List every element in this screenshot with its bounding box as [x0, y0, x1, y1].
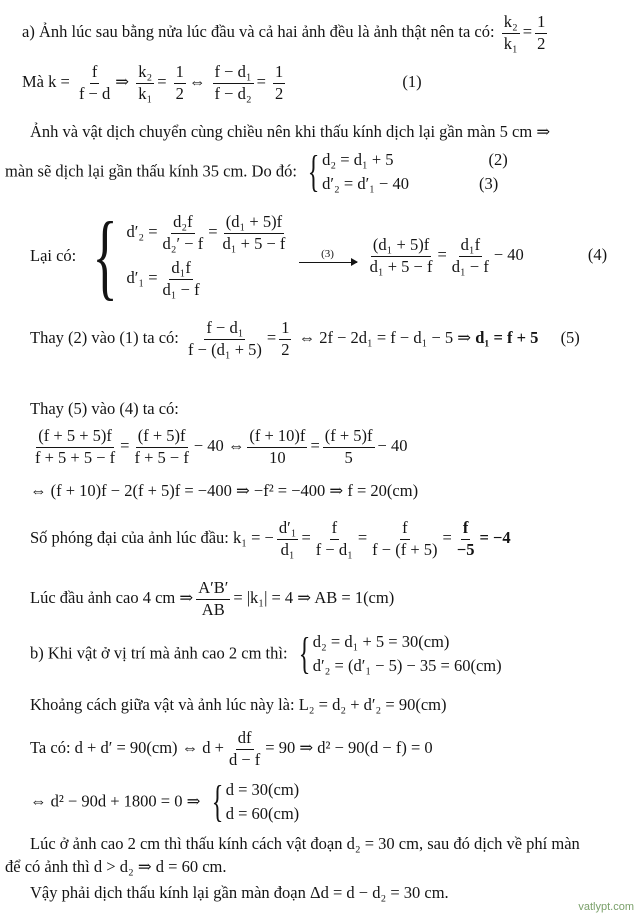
arrow-label: (3): [321, 248, 334, 260]
den: k₁: [138, 83, 153, 103]
arrow-icon: [299, 262, 357, 263]
num: (f + 5)f: [323, 428, 375, 448]
frac: [277, 520, 299, 558]
frac: [161, 214, 206, 252]
num: 1: [535, 14, 547, 34]
num: f: [400, 520, 410, 540]
system-lines: [313, 630, 502, 678]
num: df: [236, 730, 254, 750]
line-substitute-5-into-4: $\frac{(f + 5 + 5)f}{f + 5 + 5 - f}$ = $\frac{(f + 5)f}{f + 5 - f}$ − 40 ⇔ $\frac{(f + 10)f}{10}$ = $\frac{(f + 5)f}{5}$ − 40: [35, 426, 408, 467]
num: (d₁ + 5)f: [224, 214, 284, 234]
tail: − 40: [493, 244, 524, 264]
den: f − d: [78, 83, 111, 103]
watermark: vatlypt.com: [578, 901, 634, 913]
tail: = |k₁| = 4 ⇒ AB = 1(cm): [233, 587, 395, 607]
lead: Lúc đầu ảnh cao 4 cm ⇒: [30, 587, 194, 607]
num: d′₁: [277, 520, 299, 540]
num: f − d₁: [213, 64, 254, 84]
num: k₂: [136, 64, 154, 84]
system-lines: [126, 214, 290, 298]
brace-icon: {: [298, 628, 311, 678]
den: f + 5 − f: [134, 447, 189, 467]
line-text: Thay (5) vào (4) ta có:: [30, 399, 179, 418]
num: 1: [279, 320, 291, 340]
frac: [247, 428, 307, 466]
tail: − 40: [377, 435, 408, 455]
eq: d′₂ = d′₁ − 40: [322, 173, 409, 193]
frac: [314, 520, 355, 558]
line-magnification: Số phóng đại của ảnh lúc đầu: k₁ = − $\frac{\text{d′₁}}{\text{d₁}}$ = $\frac{f}{\text{f − d₁}}$ = $\frac{f}{f - (f + 5)}$ = $\frac{f}{-5}$ = −4: [30, 518, 511, 559]
line-quadratic-solution: [30, 778, 299, 826]
den: f − (d₁ + 5): [188, 339, 262, 359]
den: 2: [281, 339, 290, 359]
line-text: Khoảng cách giữa vật và ảnh lúc này là: L₂ = d₂ + d′₂ = 90(cm): [30, 695, 447, 714]
num: (d₁ + 5)f: [371, 237, 431, 257]
line-substitute-2-into-1: Thay (2) vào (1) ta có: $\frac{\text{f − d₁}}{\text{f − (d₁ + 5)}}$ = $\frac{1}{2}$ ⇔ 2f − 2d₁ = f − d₁ − 5 ⇒ d₁ = f + 5 (5): [30, 318, 580, 359]
line-part-a-intro: a) Ảnh lúc sau bằng nửa lúc đầu và cả hai ảnh đều là ảnh thật nên ta có: $\frac{\text{k₂}}{\text{k₁}}$ = $\frac{1}{2}$: [22, 12, 546, 53]
sys-line: d′₂ = $\frac{\text{d₂f}}{\text{d₂′ − f}}$ = $\frac{\text{(d₁ + 5)f}}{\text{d₁ + 5 − f}}$: [126, 212, 286, 253]
frac: [186, 320, 264, 358]
lead: Lại có:: [30, 245, 77, 265]
frac: [227, 730, 262, 768]
lhs: d′₂ =: [126, 221, 158, 241]
frac: [450, 237, 491, 275]
system: [207, 778, 300, 826]
line-text: để có ảnh thì d > d₂ ⇒ d = 60 cm.: [5, 857, 227, 876]
line-part-b: [30, 630, 502, 678]
mid: − 40 ⇔: [193, 435, 245, 455]
num: d₁f: [169, 260, 193, 280]
num: d₂f: [171, 214, 195, 234]
equation-tag: (5): [560, 327, 580, 347]
system: [303, 148, 508, 196]
frac: [33, 428, 117, 466]
den: d₁ + 5 − f: [222, 233, 286, 253]
line-text: Ảnh và vật dịch chuyển cùng chiều nên khi thấu kính dịch lại gần màn 5 cm ⇒: [30, 122, 551, 141]
den: 2: [537, 33, 546, 53]
eq: d = 30(cm): [225, 780, 300, 799]
system-lines: [322, 148, 508, 196]
system: [82, 202, 290, 309]
num: f: [330, 520, 340, 540]
frac: [273, 64, 285, 102]
den: f + 5 + 5 − f: [35, 447, 116, 467]
den: 5: [344, 447, 353, 467]
num: d₁f: [459, 237, 483, 257]
frac: [455, 520, 477, 558]
line-text: Vậy phải dịch thấu kính lại gần màn đoạn Δd = d − d₂ = 30 cm.: [30, 883, 449, 902]
den: 2: [275, 83, 284, 103]
fraction-k2-k1: [502, 14, 520, 52]
eq: d₂ = d₁ + 5 = 30(cm): [312, 632, 450, 651]
line-text: ⇔ (f + 10)f − 2(f + 5)f = −400 ⇒ −f² = −400 ⇒ f = 20(cm): [30, 481, 419, 500]
den: d₁ − f: [162, 279, 200, 299]
frac: [174, 64, 186, 102]
lhs: d′₁ =: [126, 267, 158, 287]
line-quadratic-setup: [30, 730, 433, 768]
result: = −4: [479, 527, 511, 547]
den: 10: [269, 447, 286, 467]
implies-arrow: [299, 249, 357, 263]
frac: [161, 260, 202, 298]
frac: [132, 428, 190, 466]
den: d₁ + 5 − f: [369, 256, 433, 276]
lead: Mà k =: [22, 71, 70, 91]
lead: Ta có: d + d′ = 90(cm) ⇔ d +: [30, 737, 224, 757]
num: (f + 5 + 5)f: [36, 428, 114, 448]
tail: = 90 ⇒ d² − 90(d − f) = 0: [265, 737, 433, 757]
frac: [370, 520, 439, 558]
num: 1: [174, 64, 186, 84]
result: d₁ = f + 5: [475, 327, 539, 347]
frac: [221, 214, 288, 252]
num: f: [90, 64, 100, 84]
den: d₁ − f: [451, 256, 489, 276]
equation-tag: (1): [402, 71, 422, 91]
den: d₁: [280, 539, 295, 559]
fraction-half: [535, 14, 547, 52]
line-system-4: Lại có: { d′₂ = $\frac{\text{d₂f}}{\text{d₂′ − f}}$ = $\frac{\text{(d₁ + 5)f}}{\text{d₁ + 5 − f}}$ d′₁ = $\frac{\text{d₁f}}{\text{d₁ − f}}$ (3) $\frac{\text{(d₁ + 5)f}}{\text{d₁ + 5 − f}}$ = $\frac{\text{d₁f}}{\text{d₁ − f}}$ − 40 (4): [30, 202, 608, 309]
tag: (3): [479, 173, 499, 193]
tail: ⇔ 2f − 2d₁ = f − d₁ − 5 ⇒: [298, 327, 472, 347]
brace-icon: {: [211, 776, 223, 826]
frac: [136, 64, 154, 102]
frac: [368, 237, 435, 275]
text: b) Khi vật ở vị trí mà ảnh cao 2 cm thì:: [30, 643, 288, 663]
frac: [77, 64, 112, 102]
text: a) Ảnh lúc sau bằng nửa lúc đầu và cả hai ảnh đều là ảnh thật nên ta có:: [22, 21, 495, 41]
system: [294, 630, 502, 678]
num: A′B′: [196, 580, 230, 600]
line-height-ratio: [30, 580, 394, 618]
num: 1: [273, 64, 285, 84]
eq: d′₂ = (d′₁ − 5) − 35 = 60(cm): [312, 655, 502, 675]
frac: [323, 428, 375, 466]
tag: (2): [488, 150, 508, 169]
num: f: [461, 520, 471, 540]
frac: [279, 320, 291, 358]
line-equation-1: Mà k = $\frac{f}{f - d}$ ⇒ $\frac{\text{k₂}}{\text{k₁}}$ = $\frac{1}{2}$ ⇔ $\frac{\text{f − d₁}}{\text{f − d₂}}$ = $\frac{1}{2}$ (1): [22, 62, 422, 103]
lead: Số phóng đại của ảnh lúc đầu: k₁ = −: [30, 527, 274, 547]
den: d − f: [228, 749, 261, 769]
den: f − d₁: [315, 539, 353, 559]
num: k₂: [502, 14, 520, 34]
frac: [196, 580, 230, 618]
brace-icon: {: [307, 146, 320, 196]
den: AB: [201, 599, 225, 619]
sys-line: [322, 148, 508, 172]
eq: d = 60(cm): [225, 803, 300, 823]
sys-line: [322, 172, 508, 196]
system-lines: [226, 778, 299, 826]
den: f − d₂: [214, 83, 252, 103]
num: f − d₁: [204, 320, 245, 340]
num: (f + 10)f: [247, 428, 307, 448]
text: màn sẽ dịch lại gần thấu kính 35 cm. Do đó:: [5, 161, 297, 181]
equation-tag: (4): [587, 244, 608, 264]
den: 2: [175, 83, 184, 103]
den: k₁: [503, 33, 518, 53]
sys-line: [126, 260, 290, 298]
num: (f + 5)f: [136, 428, 188, 448]
line-text: Lúc ở ảnh cao 2 cm thì thấu kính cách vật đoạn d₂ = 30 cm, sau đó dịch về phí màn: [30, 834, 580, 853]
den: −5: [456, 539, 475, 559]
lead: Thay (2) vào (1) ta có:: [30, 327, 179, 347]
brace-icon: {: [92, 202, 119, 309]
frac: [213, 64, 254, 102]
eq: d₂ = d₁ + 5: [322, 150, 394, 169]
den: d₂′ − f: [162, 233, 204, 253]
den: f − (f + 5): [372, 539, 438, 559]
line-system-2-3: [5, 148, 508, 196]
lead: ⇔ d² − 90d + 1800 = 0 ⇒: [30, 791, 201, 811]
